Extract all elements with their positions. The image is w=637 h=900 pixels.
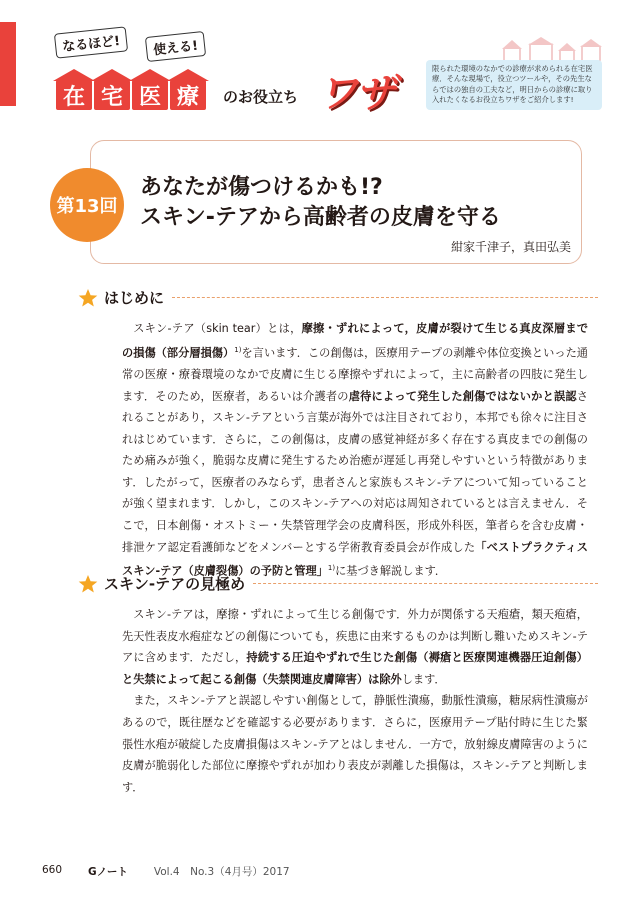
series-title-middle: のお役立ち xyxy=(223,88,299,106)
emphasized-text: 持続する圧迫やずれで生じた創傷（褥瘡と医療関連機器圧迫創傷）と失禁によって起こる創傷（失禁関連皮膚障害）は除外 xyxy=(122,651,588,686)
body-paragraph xyxy=(122,690,588,798)
house-char-4: 療 xyxy=(170,80,206,110)
kicker-label-2: 使える! xyxy=(145,31,206,62)
body-text: スキン‐テアは，摩擦・ずれによって生じる創傷です．外力が関係する天疱瘡，類天疱瘡，先天性表皮水疱症などの創傷についても，疾患に由来するものかは判断し難いためスキン‐テアに含めます．ただし， xyxy=(122,608,588,665)
body-paragraph xyxy=(122,604,588,690)
page-footer xyxy=(42,864,290,879)
article-title-line-1: あなたが傷つけるかも!? xyxy=(140,175,383,200)
episode-badge: 第13回 xyxy=(50,168,124,242)
article-title-line-2: スキン‐テアから高齢者の皮膚を守る xyxy=(140,205,501,230)
article-authors: 紺家千津子，真田弘美 xyxy=(450,240,571,254)
section-title: はじめに xyxy=(104,289,165,307)
series-header xyxy=(0,0,637,122)
section-divider xyxy=(172,297,598,298)
section-title: スキン‐テアの見極め xyxy=(104,575,246,593)
section-heading-identification xyxy=(78,573,598,594)
emphasized-text: 摩擦・ずれによって，皮膚が裂けて生じる真皮深層までの損傷（部分層損傷） xyxy=(122,322,589,360)
side-tab xyxy=(0,22,16,106)
section-heading-introduction xyxy=(78,287,598,308)
star-icon xyxy=(78,288,98,308)
issue-info: Vol.4 No.3（4月号）2017 xyxy=(153,866,290,878)
page-number: 660 xyxy=(42,864,63,876)
reference-marker: 1) xyxy=(327,564,336,573)
series-title-tail: ワザ xyxy=(318,71,394,117)
body-text: スキン‐テア（skin tear）とは， xyxy=(133,322,302,335)
emphasized-text: 虐待によって発生した創傷ではないかと誤認 xyxy=(348,389,577,403)
star-icon xyxy=(78,574,98,594)
section-body-introduction xyxy=(122,318,600,583)
body-text: を言います．この創傷は，医療用テープの剥離や体位変換といった通常の医療・療養環境のなかで皮膚に生じる摩擦やずれによって，主に高齢者の四肢に発生します．そのため，医療者，あるいは介護者の xyxy=(122,346,588,403)
house-char-3: 医 xyxy=(132,80,168,110)
body-paragraph xyxy=(122,318,600,583)
series-intro-text: 限られた環境のなかでの診療が求められる在宅医療．そんな現場で，役立つツールや，その先生ならではの独自の工夫など，明日からの診療に取り入れたくなるお役立ちワザをご紹介します! xyxy=(426,60,602,110)
body-text: されることがあり，スキン‐テアという言葉が海外では注目されており，本邦でも徐々に注目されはじめています．さらに，この創傷は，皮膚の感覚神経が多く存在する真皮までの創傷のため痛みが強く，脆弱な皮膚に発生するため治癒が遅延し再発しやすいという特徴があります．したがって，医療者のみならず，患者さんと家族もスキン‐テアについて知っていることが強く望まれます．しかし，このスキン‐テアへの対応は周知されているとは言えません．そこで，日本創傷・オストミー・失禁管理学会の皮膚科医，形成外科医，筆者らを含む皮膚・排泄ケア認定看護師などをメンバーとする学術教育委員会が作成した xyxy=(122,389,588,554)
kicker-label-1: なるほど! xyxy=(54,26,128,58)
section-divider xyxy=(253,583,598,584)
emphasized-text: 「ベストプラクティス スキン‐テア（皮膚裂傷）の予防と管理」 xyxy=(122,540,600,578)
body-text: に基づき解説します． xyxy=(335,565,447,578)
house-char-2: 宅 xyxy=(94,80,130,110)
reference-marker: 1) xyxy=(234,345,242,354)
house-char-1: 在 xyxy=(56,80,92,110)
magazine-name: Gノート xyxy=(88,866,128,878)
body-text: また，スキン‐テアと誤認しやすい創傷として，静脈性潰瘍，動脈性潰瘍，糖尿病性潰瘍があるので，既往歴などを確認する必要があります．さらに，医療用テープ貼付時に生じた緊張性水疱が破綻した皮膚損傷はスキン‐テアとはしません．一方で，放射線皮膚障害のように皮膚が脆弱化した部位に摩擦やずれが加わり表皮が剥離した損傷は，スキン‐テアと判断します． xyxy=(122,694,588,794)
body-text: します． xyxy=(401,672,446,686)
series-logo-houses xyxy=(56,70,206,110)
section-body-identification xyxy=(122,604,588,798)
